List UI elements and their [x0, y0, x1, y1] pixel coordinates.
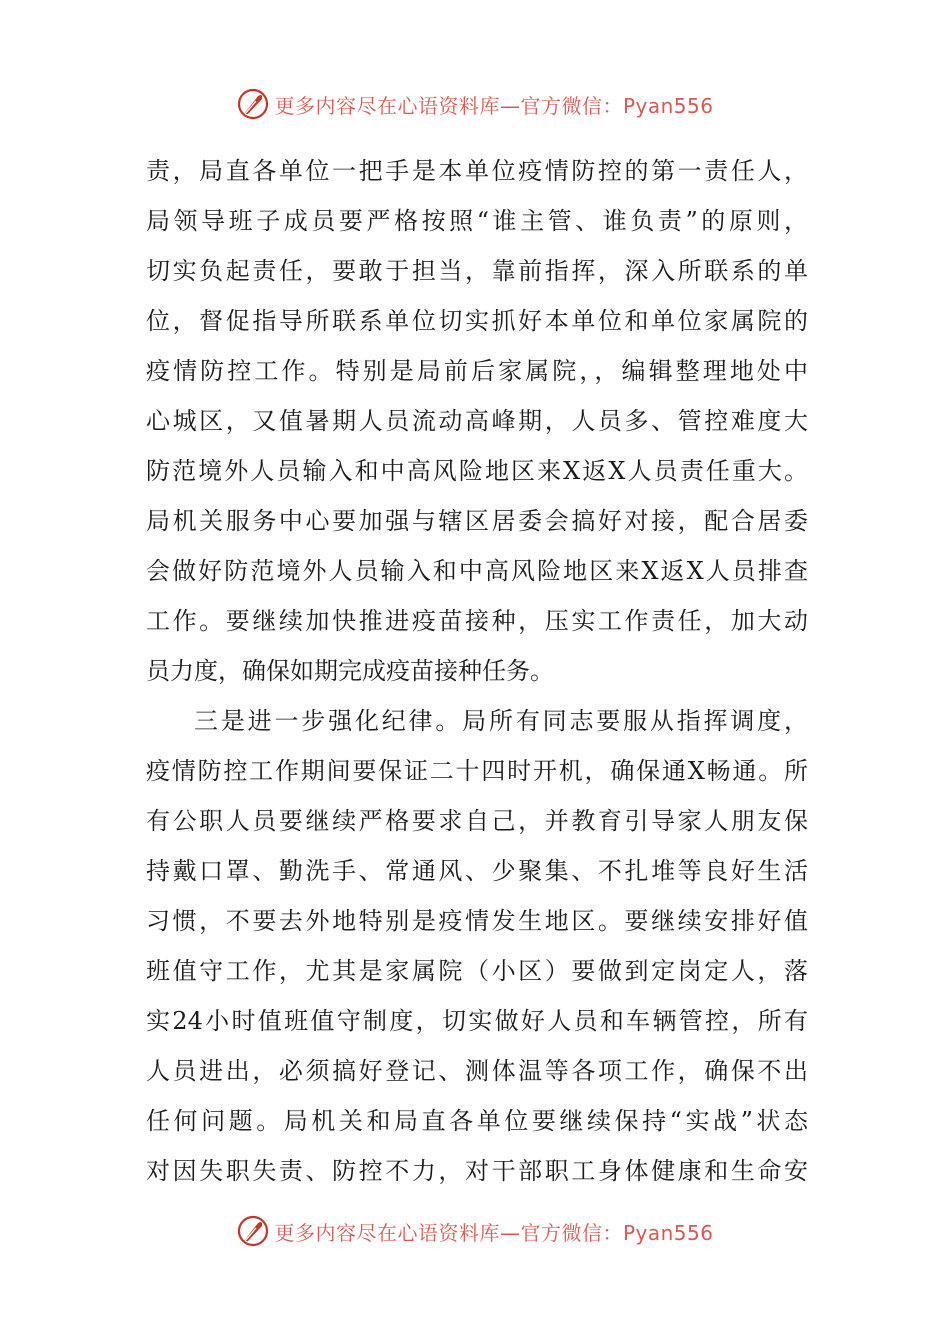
text-line: 切实负起责任，要敢于担当，靠前指挥，深入所联系的单 [146, 257, 808, 285]
text-line: 责，局直各单位一把手是本单位疫情防控的第一责任人， [146, 157, 808, 185]
text-line: 位，督促指导所联系单位切实抓好本单位和单位家属院的 [146, 307, 808, 335]
quill-logo-icon [236, 1214, 270, 1248]
text-line: 有公职人员要继续严格要求自己，并教育引导家人朋友保 [146, 807, 808, 835]
paragraph-end-line: 员力度，确保如期完成疫苗接种任务。 [146, 657, 554, 685]
document-body [146, 146, 808, 1196]
text-line: 会做好防范境外人员输入和中高风险地区来X返X人员排查 [146, 557, 808, 585]
text-line: 任何问题。局机关和局直各单位要继续保持“实战”状态 [146, 1107, 808, 1135]
text-line: 工作。要继续加快推进疫苗接种，压实工作责任，加大动 [146, 607, 808, 635]
text-line: 习惯，不要去外地特别是疫情发生地区。要继续安排好值 [146, 907, 808, 935]
text-line: 班值守工作，尤其是家属院（小区）要做到定岗定人，落 [146, 957, 808, 985]
text-line: 实24小时值班值守制度，切实做好人员和车辆管控，所有 [146, 1007, 808, 1035]
watermark-footer [0, 1211, 950, 1251]
text-line: 人员进出，必须搞好登记、测体温等各项工作，确保不出 [146, 1057, 808, 1085]
text-line: 局机关服务中心要加强与辖区居委会搞好对接，配合居委 [146, 507, 808, 535]
text-line: 局领导班子成员要严格按照“谁主管、谁负责”的原则， [146, 207, 808, 235]
text-line: 对因失职失责、防控不力，对干部职工身体健康和生命安 [146, 1157, 808, 1185]
text-line: 心城区，又值暑期人员流动高峰期，人员多、管控难度大 [146, 407, 808, 435]
watermark-text: 更多内容尽在心语资料库—官方微信：Pyan556 [274, 93, 714, 118]
paragraph-start-line: 三是进一步强化纪律。局所有同志要服从指挥调度， [194, 707, 808, 735]
watermark-text: 更多内容尽在心语资料库—官方微信：Pyan556 [274, 1220, 714, 1245]
quill-logo-icon [236, 87, 270, 121]
text-line: 疫情防控工作。特别是局前后家属院，，编辑整理地处中 [146, 357, 808, 385]
text-line: 疫情防控工作期间要保证二十四时开机，确保通X畅通。所 [146, 757, 808, 785]
watermark-header [0, 84, 950, 124]
text-line: 防范境外人员输入和中高风险地区来X返X人员责任重大。 [146, 457, 808, 485]
text-line: 持戴口罩、勤洗手、常通风、少聚集、不扎堆等良好生活 [146, 857, 808, 885]
